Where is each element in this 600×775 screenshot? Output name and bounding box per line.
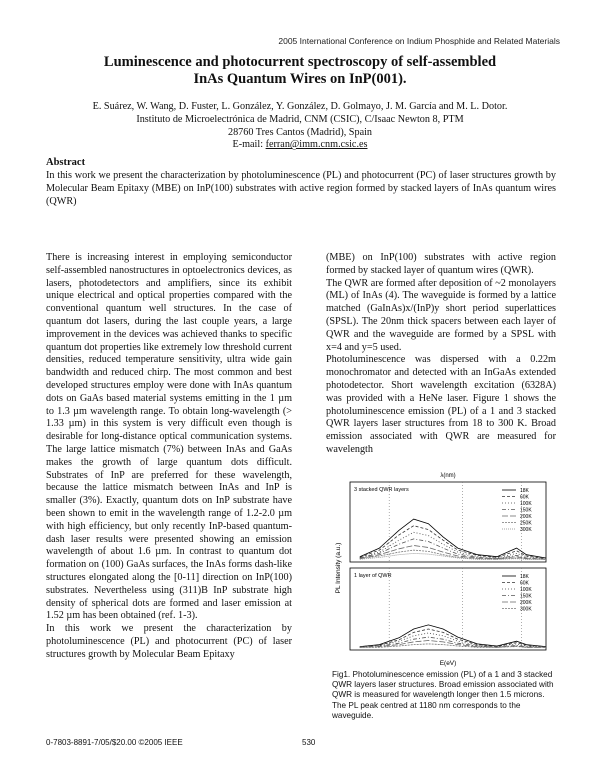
legend-entry: 300K <box>520 527 532 533</box>
email-label: E-mail: <box>232 139 264 151</box>
legend-entry: 200K <box>520 600 532 606</box>
legend-entry: 60K <box>520 580 529 587</box>
y-axis-label: PL Intensity (a.u.) <box>335 542 342 594</box>
author-block <box>0 101 600 152</box>
legend-entry: 150K <box>520 507 532 514</box>
affiliation-city: 28760 Tres Cantos (Madrid), Spain <box>227 126 373 138</box>
author-names: E. Suárez, W. Wang, D. Fuster, L. González, Y. González, D. Golmayo, J. M. García and M. L. Dotor. <box>92 101 508 112</box>
email-link[interactable]: ferran@imm.cnm.csic.es <box>265 139 368 151</box>
body-paragraph-1: (MBE) on InP(100) substrates with active region formed by stacked layer of quantum wires (QWR). <box>326 252 556 276</box>
title-line-2: InAs Quantum Wires on InP(001). <box>193 71 407 87</box>
right-column <box>326 252 556 457</box>
legend-entry: 18K <box>520 488 529 494</box>
affiliation: Instituto de Microelectrónica de Madrid, CNM (CSIC), C/Isaac Newton 8, PTM <box>136 113 464 125</box>
title-line-1: Luminescence and photocurrent spectroscopy of self-assembled <box>103 54 497 70</box>
legend-entry: 200K <box>520 514 532 520</box>
series-line-60K <box>360 526 546 559</box>
conference-header: 2005 International Conference on Indium Phosphide and Related Materials <box>278 36 560 46</box>
panel-label: 3 stacked QWR layers <box>354 487 409 493</box>
page-number: 530 <box>302 738 316 747</box>
legend-entry: 150K <box>520 593 532 600</box>
intro-paragraph-2: In this work we present the characterization by photoluminescence (PL) and photocurrent (PC) of laser structures growth by Molecular Beam Epitaxy <box>46 623 292 660</box>
body-paragraph-2: The QWR are formed after deposition of ~2 monolayers (ML) of InAs (4). The waveguide is formed by a lattice matched (GaInAs)x/(InP)y short period superlattices (SPSL). The 20nm thick spacers between each layer of QWR and the waveguide are formed by a SPSL with x=4 and y=5 used. <box>326 277 556 353</box>
copyright-footer: 0-7803-8891-7/05/$20.00 ©2005 IEEE <box>46 738 183 747</box>
pl-figure <box>330 468 556 668</box>
legend-entry: 300K <box>520 606 532 613</box>
legend-entry: 100K <box>520 587 532 593</box>
legend-entry: 250K <box>520 520 532 527</box>
abstract-heading: Abstract <box>46 157 86 168</box>
email-line <box>0 139 600 152</box>
left-column <box>46 252 292 662</box>
abstract-text: In this work we present the characterization by photoluminescence (PL) and photocurrent (PC) of laser structures growth by Molecular Beam Epitaxy (MBE) on InP(100) substrates with active region formed by stacked layers of InAs quantum wires (QWR) <box>46 170 556 207</box>
body-paragraph-3: Photoluminescence was dispersed with a 0.22m monochromator and detected with an InGaAs extended photodetector. Short wavelength excitation (6328A) was provided with a HeNe laser. Figure 1 shows the photoluminescence emission (PL) of a 1 and 3 stacked QWR layers laser structures from 18 to 300 K. Broad emission associated with QWR are measured for wavelength <box>326 354 556 455</box>
paper-title <box>0 54 600 88</box>
intro-paragraph: There is increasing interest in employing semiconductor self-assembled nanostructures in optoelectronics devices, as lasers, photodetectors and amplifiers, since its exhibit unique electrical and optical properties compared with the conventional quantum well structures. In the case of quantum dot lasers, during the last couple years, a large improvement in the devices was achieved thanks to specific quantum dot properties like extremely low threshold current densities, reduced temperature sensitivity, ultra wide gain bandwidth and reduced chirp. The most common and best developed structures employ were done with InAs quantum dots on GaAs based material systems emitting in the 1 µm to 1.3 µm wavelength range. To obtain long-wavelength (> 1.33 µm) in this system is very difficult even though is desirable for long-distance optical communication systems. The large lattice mismatch (7%) between InAs and GaAs makes the growth of large quantum dots difficult. Substrates of InP are preferred for these wavelength, because the lattice mismatch between InAs and InP is smaller (3%). Exactly, quantum dots on InP substrate have been shown to emit in the wavelength range of 1.2-2.0 µm with high efficiency, but only recently InP-based quantum-dash laser results were presented showing an emission wavelength of about 1.6 µm. In contrast to quantum dot formation on (100) GaAs surfaces, the InAs forms dash-like structures elongated along the [0-11] direction on InP(100) substrates. Nevertheless using (311)B InP substrate high density of spherical dots are formed and laser emission at 1.52 µm has been obtained (ref. 1-3). <box>46 252 292 622</box>
legend-entry: 18K <box>520 574 529 580</box>
legend-entry: 60K <box>520 494 529 501</box>
panel-label: 1 layer of QWR <box>354 573 392 579</box>
legend-entry: 100K <box>520 501 532 507</box>
pl-chart <box>330 468 556 668</box>
figure-caption: Fig1. Photoluminescence emission (PL) of a 1 and 3 stacked QWR layers laser structures. Broad emission associated with QWR is measured for wavelength longer then 1.5 microns. The PL peak centred at 1180 nm corresponds to the waveguide. <box>332 670 554 720</box>
x2-axis-label: λ(nm) <box>440 473 456 479</box>
x-axis-label: E(eV) <box>439 660 457 667</box>
